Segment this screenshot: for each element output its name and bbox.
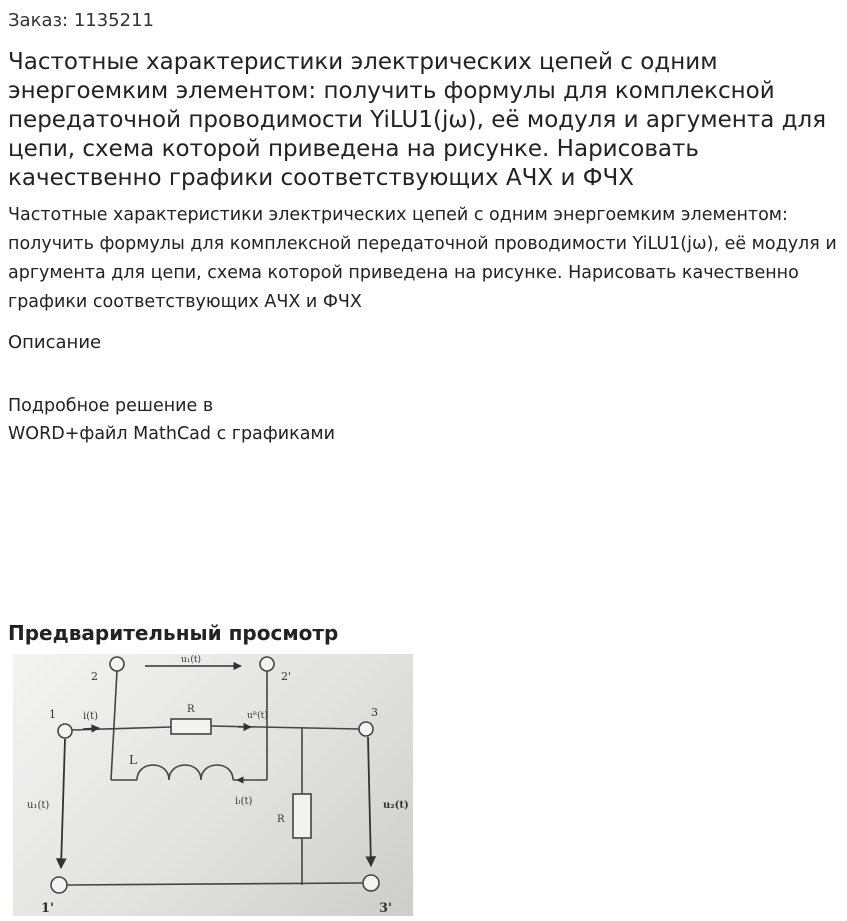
label-node-3p: 3'	[379, 901, 393, 916]
label-i-l: iₗ(t)	[235, 796, 253, 807]
label-node-1p: 1'	[41, 901, 55, 916]
label-u-top: u₁(t)	[181, 655, 202, 665]
label-i-in: i(t)	[83, 711, 99, 722]
terminal-3	[359, 722, 373, 736]
preview-heading: Предварительный просмотр	[8, 621, 339, 645]
label-node-2: 2	[91, 670, 98, 683]
label-node-2p: 2'	[281, 670, 292, 683]
label-u-out: u₂(t)	[383, 800, 409, 811]
resistor-series	[171, 719, 211, 734]
circuit-preview-image[interactable]	[13, 654, 413, 916]
task-description: Частотные характеристики электрических цепей с одним энергоемким элементом: получить формулы для комплексной передаточной проводимости YiLU1(jω), её модуля и аргумента для цепи, схема которой приведена на рисунке. Нарисовать качественно графики соответствующих АЧХ и ФЧХ	[8, 205, 837, 312]
label-u-r: uᴿ(t)	[247, 711, 268, 721]
label-inductor: L	[129, 753, 137, 767]
label-node-3: 3	[371, 706, 378, 719]
label-u-in: u₁(t)	[27, 800, 50, 811]
terminal-2	[110, 657, 124, 671]
label-r-top: R	[187, 704, 195, 715]
resistor-shunt	[293, 794, 311, 838]
terminal-3p	[363, 875, 379, 891]
solution-info	[8, 392, 335, 448]
description-heading: Описание	[8, 332, 102, 353]
label-r-shunt: R	[277, 814, 285, 825]
terminal-1p	[51, 877, 67, 893]
solution-line: WORD+файл MathCad с графиками	[8, 424, 335, 444]
terminal-2p	[260, 657, 274, 671]
page-title: Частотные характеристики электрических цепей с одним энергоемким элементом: получить формулы для комплексной передаточной проводимости YiLU1(jω), её модуля и аргумента для цепи, схема которой приведена на рисунке. Нарисовать качественно графики соответствующих АЧХ и ФЧХ	[8, 49, 827, 191]
solution-line: Подробное решение в	[8, 396, 214, 416]
circuit-diagram	[13, 654, 413, 916]
order-number: Заказ: 1135211	[8, 10, 154, 31]
terminal-1	[58, 724, 72, 738]
label-node-1: 1	[49, 708, 56, 721]
inductor	[137, 765, 233, 780]
